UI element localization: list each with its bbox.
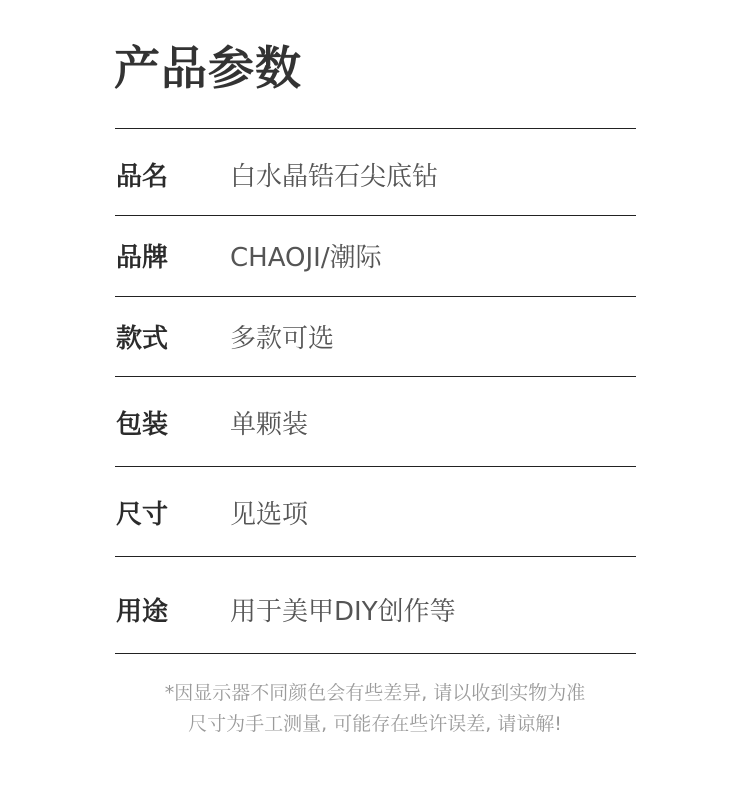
- param-value-name: 白水晶锆石尖底钻: [230, 162, 439, 192]
- param-value-usage: 用于美甲DIY创作等: [230, 597, 456, 627]
- table-divider: [115, 376, 636, 377]
- table-divider: [115, 653, 636, 654]
- table-divider: [115, 466, 636, 467]
- param-label-usage: 用途: [116, 597, 169, 627]
- param-label-packaging: 包装: [116, 410, 169, 440]
- param-label-brand: 品牌: [116, 243, 169, 273]
- param-label-style: 款式: [116, 324, 169, 354]
- param-label-size: 尺寸: [116, 500, 169, 530]
- page-title: 产品参数: [114, 41, 302, 95]
- param-value-brand: CHAOJI/潮际: [230, 243, 382, 273]
- disclaimer-line-1: *因显示器不同颜色会有些差异, 请以收到实物为准: [164, 682, 586, 704]
- param-value-packaging: 单颗装: [230, 410, 309, 440]
- disclaimer-line-2: 尺寸为手工测量, 可能存在些许误差, 请谅解!: [188, 713, 562, 735]
- param-label-name: 品名: [116, 162, 169, 192]
- table-divider: [115, 296, 636, 297]
- param-value-size: 见选项: [230, 500, 309, 530]
- param-value-style: 多款可选: [230, 324, 335, 354]
- table-divider: [115, 215, 636, 216]
- table-divider: [115, 128, 636, 129]
- table-divider: [115, 556, 636, 557]
